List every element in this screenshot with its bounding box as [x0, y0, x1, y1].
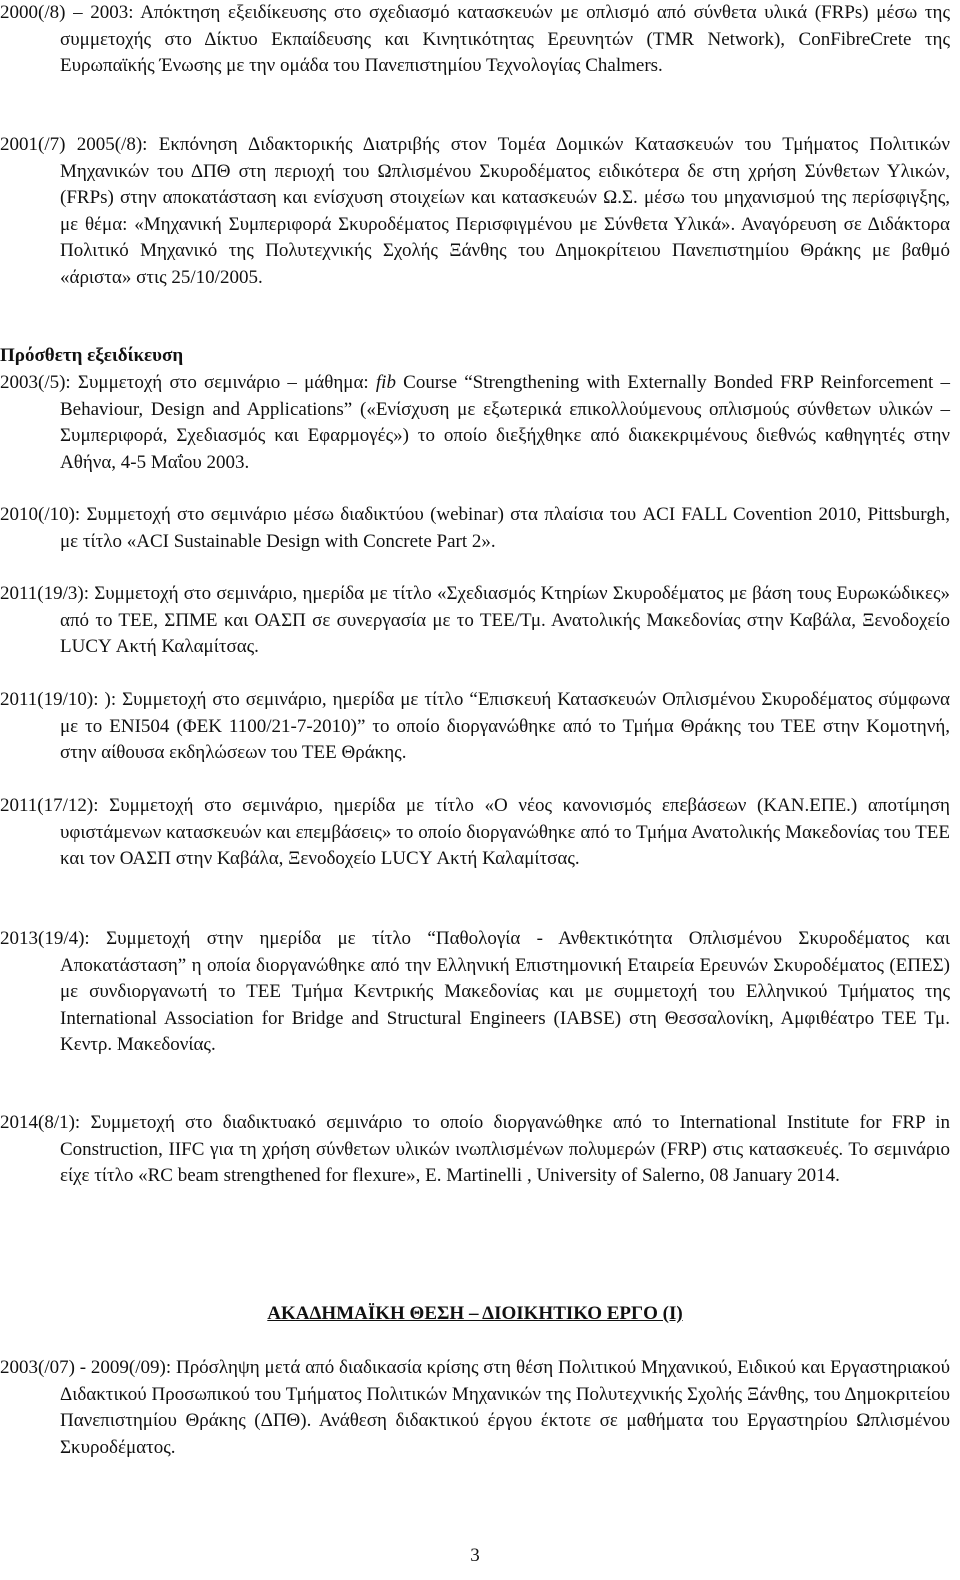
entry-2014-iifc-webinar: 2014(8/1): Συμμετοχή στο διαδικτυακό σεμινάριο το οποίο διοργανώθηκε από το International Institute for FRP in Construction, IIFC για τη χρήση σύνθετων υλικών ινωπλισμένων πολυμερών (FRP) στις κατασκευές. Το σεμινάριο είχε τίτλο «RC beam strengthened for flexure», E. Martinelli , University of Salerno, 08 January 2014. [0, 1112, 950, 1186]
entry-2001-doctoral-thesis: 2001(/7) 2005(/8): Εκπόνηση Διδακτορικής Διατριβής στον Τομέα Δομικών Κατασκευών του Τμήματος Πολιτικών Μηχανικών του ΔΠΘ στη περιοχή του Ωπλισμένου Σκυροδέματος ειδικότερα δε στη χρήση Σύνθετων Υλικών, (FRPs) στην αποκατάσταση και ενίσχυση στοιχείων και κατασκευών Ω.Σ. μέσω του μηχανισμού της περίσφιγξης, με θέμα: «Μηχανική Συμπεριφορά Σκυροδέματος Περισφιγμένου με Σύνθετα Υλικά». Αναγόρευση σε Διδάκτορα Πολιτικό Μηχανικό της Πολυτεχνικής Σχολής Ξάνθης του Δημοκρίτειου Πανεπιστημίου Θράκης με βαθμό «άριστα» στις 25/10/2005. [0, 134, 950, 288]
entry-text-italic: fib [375, 372, 396, 393]
section-heading-additional-training: Πρόσθετη εξειδίκευση [0, 345, 184, 366]
entry-2000-training-frp: 2000(/8) – 2003: Απόκτηση εξειδίκευσης στο σχεδιασμό κατασκευών με οπλισμό από σύνθετα υλικά (FRPs) μέσω της συμμετοχής στο Δίκτυο Εκπαίδευσης και Κινητικότητας Ερευνητών (TMR Network), ConFibreCrete της Ευρωπαϊκής Ένωσης με την ομάδα του Πανεπιστημίου Τεχνολογίας Chalmers. [0, 2, 950, 76]
entry-2013-pathology-workshop: 2013(19/4): Συμμετοχή στην ημερίδα με τίτλο “Παθολογία - Ανθεκτικότητα Οπλισμένου Σκυροδέματος και Αποκατάσταση” η οποία διοργανώθηκε από την Ελληνική Επιστημονική Εταιρεία Ερευνών Σκυροδέματος (ΕΠΕΣ) με συνδιοργανωτή το ΤΕΕ Τμήμα Κεντρικής Μακεδονίας και με συμμετοχή του Ελληνικού Τμήματος της International Association for Bridge and Structural Engineers (IABSE) στη Θεσσαλονίκη, Αμφιθέατρο ΤΕΕ Τμ. Κεντρ. Μακεδονίας. [0, 928, 950, 1055]
entry-text-before: 2003(/5): Συμμετοχή στο σεμινάριο – μάθημα: [0, 372, 376, 393]
entry-2011-kanepe-seminar: 2011(17/12): Συμμετοχή στο σεμινάριο, ημερίδα με τίτλο «Ο νέος κανονισμός επεβάσεων (ΚΑΝ.ΕΠΕ.) αποτίμηση υφιστάμενων κατασκευών και επεμβάσεις» το οποίο διοργανώθηκε από το Τμήμα Ανατολικής Μακεδονίας του ΤΕΕ και τον ΟΑΣΠ στην Καβάλα, Ξενοδοχείο LUCY Ακτή Καλαμίτσας. [0, 795, 950, 869]
entry-2010-webinar: 2010(/10): Συμμετοχή στο σεμινάριο μέσω διαδικτύου (webinar) στα πλαίσια του ACI FALL Covention 2010, Pittsburgh, με τίτλο «ACI Sustainable Design with Concrete Part 2». [0, 504, 950, 552]
entry-2003-fib-course [0, 370, 950, 476]
entry-text-after: Course “Strengthening with Externally Bonded FRP Reinforcement – Behaviour, Design and Applications” («Ενίσχυση με εξωτερικά επικολλούμενους οπλισμούς σύνθετων υλικών – Συμπεριφορά, Σχεδιασμός και Εφαρμογές») το οποίο διεξήχθηκε από διακεκριμένους διεθνώς καθηγητές στην Αθήνα, 4-5 Μαΐου 2003. [60, 372, 950, 473]
page-number: 3 [470, 1545, 480, 1566]
entry-2011-repair-seminar: 2011(19/10): ): Συμμετοχή στο σεμινάριο, ημερίδα με τίτλο “Επισκευή Κατασκευών Οπλισμένου Σκυροδέματος σύμφωνα με το ΕΝΙ504 (ΦΕΚ 1100/21-7-2010)” το οποίο διοργανώθηκε από το Τμήμα Θράκης του ΤΕΕ στην Κομοτηνή, στην αίθουσα εκδηλώσεων του ΤΕΕ Θράκης. [0, 689, 950, 763]
section-title-academic-position: ΑΚΑΔΗΜΑΪΚΗ ΘΕΣΗ – ΔΙΟΙΚΗΤΙΚΟ ΕΡΓΟ (Ι) [267, 1303, 683, 1324]
entry-2011-eurocodes-seminar: 2011(19/3): Συμμετοχή στο σεμινάριο, ημερίδα με τίτλο «Σχεδιασμός Κτηρίων Σκυροδέματος με βάση τους Ευρωκώδικες» από το ΤΕΕ, ΣΠΜΕ και ΟΑΣΠ σε συνεργασία με το ΤΕΕ/Τμ. Ανατολικής Μακεδονίας στην Καβάλα, Ξενοδοχείο LUCY Ακτή Καλαμίτσας. [0, 583, 950, 657]
entry-2003-academic-appointment: 2003(/07) - 2009(/09): Πρόσληψη μετά από διαδικασία κρίσης στη θέση Πολιτικού Μηχανικού, Ειδικού και Εργαστηριακού Διδακτικού Προσωπικού του Τμήματος Πολιτικών Μηχανικών της Πολυτεχνικής Σχολής Ξάνθης, του Δημοκριτείου Πανεπιστημίου Θράκης (ΔΠΘ). Ανάθεση διδακτικού έργου έκτοτε σε μαθήματα του Εργαστηρίου Ωπλισμένου Σκυροδέματος. [0, 1357, 950, 1458]
